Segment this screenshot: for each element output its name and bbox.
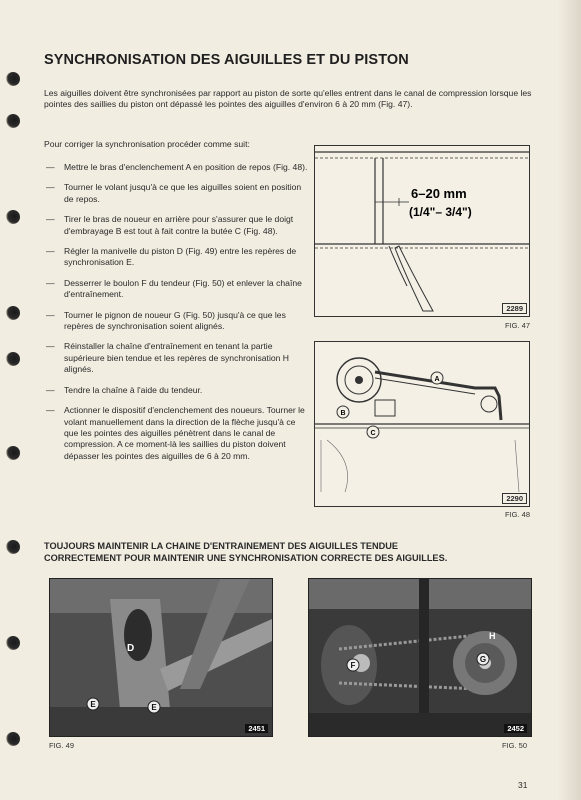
figure-48-caption: FIG. 48 [505,510,531,519]
figure-49-photo [49,578,273,737]
figure-47-caption: FIG. 47 [505,321,531,330]
list-item [44,341,312,375]
warning-line-1: TOUJOURS MAINTENIR LA CHAINE D'ENTRAINEMENT DES AIGUILLES TENDUE [44,541,399,551]
step-text: Tourner le volant jusqu'à ce que les aiguilles soient en position de repos. [64,182,302,204]
label-h: H [489,631,496,641]
binder-hole [6,540,20,554]
binder-hole [6,446,20,460]
dimension-inch-label: (1/4"– 3/4") [409,205,472,219]
binder-hole [6,72,20,86]
dash-bullet: — [46,246,55,257]
step-text: Réinstaller la chaîne d'entraînement en tenant la partie supérieure bien tendue et les repères de synchronisation H alignés. [64,341,290,375]
label-f: F [350,661,356,670]
knotter-clutch-diagram [315,342,529,506]
photo-number-2451: 2451 [245,724,268,733]
intro-paragraph: Les aiguilles doivent être synchronisées par rapport au piston de sorte qu'elles entrent dans le canal de compression lorsque les pointes des saillies du piston ont dépassé les pointes des aiguilles d'environ 6 à 20 mm (Fig. 47). [44,88,532,110]
step-text: Mettre le bras d'enclenchement A en position de repos (Fig. 48). [64,162,308,172]
binder-hole [6,352,20,366]
list-item [44,162,312,173]
drive-chain-photo [309,579,531,736]
page-edge-shadow [557,0,581,800]
binder-hole [6,306,20,320]
figure-49-caption: FIG. 49 [49,741,75,750]
step-text: Tendre la chaîne à l'aide du tendeur. [64,384,203,395]
list-item [44,246,312,269]
warning-note [44,540,524,565]
binder-hole [6,114,20,128]
figure-47-diagram [314,145,530,317]
warning-line-2: CORRECTEMENT POUR MAINTENIR UNE SYNCHRONISATION CORRECTE DES AIGUILLES. [44,553,448,564]
label-a: A [434,376,440,383]
photo-number-2452: 2452 [504,724,527,733]
label-e-left: E [90,700,96,709]
binder-hole [6,636,20,650]
step-text: Actionner le dispositif d'enclenchement des noueurs. Tourner le volant manuellement dans la direction de la flèche jusqu'à ce que les pointes des aiguilles pénètrent dans le canal de compression. A ce moment-là les saillies du piston doivent dépasser les pointes des aiguilles de 6 à 20 mm. [64,405,305,461]
label-b: B [340,410,346,417]
dash-bullet: — [46,309,55,320]
step-text: Tirer le bras de noueur en arrière pour s'assurer que le doigt d'embrayage B est tout à fait contre la butée C (Fig. 48). [64,214,294,236]
label-g: G [479,655,487,664]
binder-hole [6,210,20,224]
piston-crank-photo [50,579,272,736]
list-item [44,182,312,205]
dash-bullet: — [46,214,55,225]
list-item [44,310,312,333]
step-text: Tourner le pignon de noueur G (Fig. 50) jusqu'à ce que les repères de synchronisation soient alignés. [64,309,286,332]
dimension-mm-label: 6–20 mm [411,186,467,201]
label-d: D [127,643,135,654]
figure-50-caption: FIG. 50 [502,741,528,750]
procedure-steps [44,162,312,462]
dash-bullet: — [46,277,55,288]
binder-hole [6,732,20,746]
figure-number-2289: 2289 [502,303,527,314]
list-item [44,278,312,301]
page-title: SYNCHRONISATION DES AIGUILLES ET DU PISTON [44,52,409,68]
label-e-right: E [151,703,157,712]
procedure-lead: Pour corriger la synchronisation procéder comme suit: [44,139,250,149]
list-item [44,405,312,462]
needle-piston-diagram [315,146,529,316]
dash-bullet: — [46,182,55,193]
page-number: 31 [518,780,528,790]
dash-bullet: — [46,162,55,172]
list-item [44,214,312,237]
figure-number-2290: 2290 [502,493,527,504]
step-text: Desserrer le boulon F du tendeur (Fig. 50) et enlever la chaîne d'entraînement. [64,277,302,300]
dash-bullet: — [46,341,55,352]
figure-50-photo [308,578,532,737]
figure-48-diagram [314,341,530,507]
step-text: Régler la manivelle du piston D (Fig. 49) entre les repères de synchronisation E. [64,246,297,268]
dash-bullet: — [46,384,55,395]
dash-bullet: — [46,405,55,416]
list-item [44,385,312,396]
label-c: C [370,430,376,437]
